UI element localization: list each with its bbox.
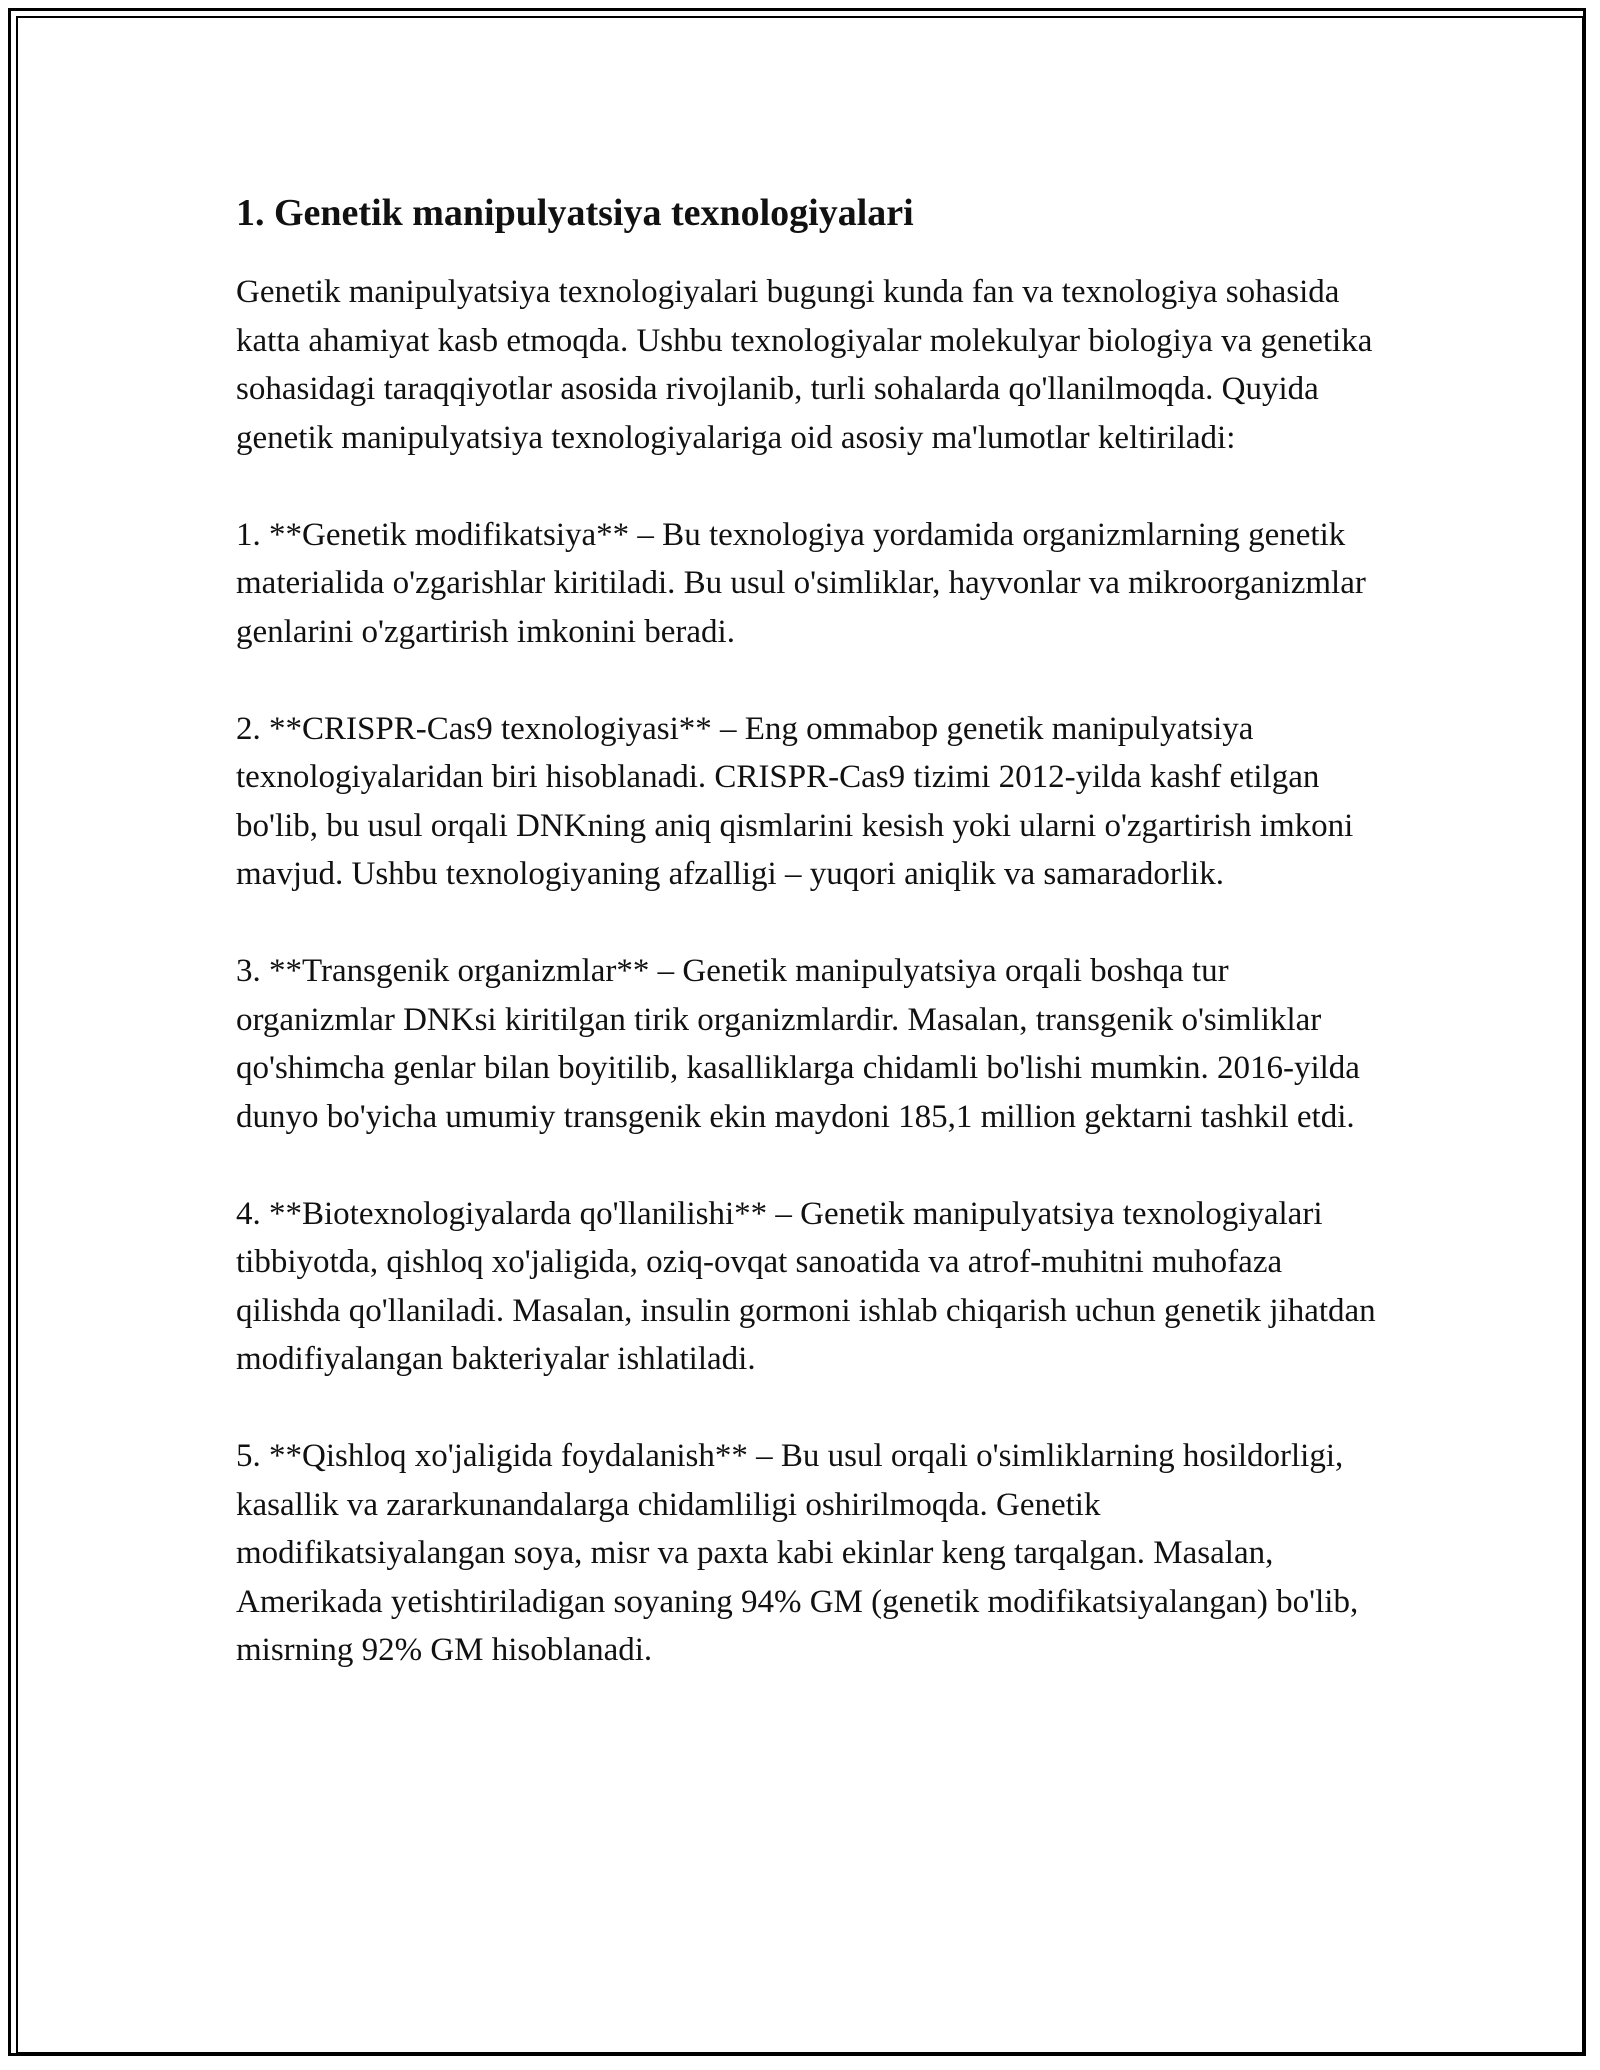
document-body [236,188,1376,1723]
list-item-biotechnology-applications: 4. **Biotexnologiyalarda qo'llanilishi** – Genetik manipulyatsiya texnologiyalari tibbiyotda, qishloq xo'jaligida, oziq-ovqat sanoatida va atrof-muhitni muhofaza qilishda qo'llaniladi. Masalan, insulin gormoni ishlab chiqarish uchun genetik jihatdan modifiyalangan bakteriyalar ishlatiladi. [236,1195,1376,1377]
intro-paragraph: Genetik manipulyatsiya texnologiyalari bugungi kunda fan va texnologiya sohasida katta ahamiyat kasb etmoqda. Ushbu texnologiyalar molekulyar biologiya va genetika sohasidagi taraqqiyotlar asosida rivojlanib, turli sohalarda qo'llanilmoqda. Quyida genetik manipulyatsiya texnologiyalariga oid asosiy ma'lumotlar keltiriladi: [236,274,1373,456]
list-item-agriculture-use: 5. **Qishloq xo'jaligida foydalanish** – Bu usul orqali o'simliklarning hosildorligi, kasallik va zararkunandalarga chidamliligi oshirilmoqda. Genetik modifikatsiyalangan soya, misr va paxta kabi ekinlar keng tarqalgan. Masalan, Amerikada yetishtiriladigan soyaning 94% GM (genetik modifikatsiyalangan) bo'lib, misrning 92% GM hisoblanadi. [236,1438,1359,1668]
list-item-transgenic-organisms: 3. **Transgenik organizmlar** – Genetik manipulyatsiya orqali boshqa tur organizmlar DNKsi kiritilgan tirik organizmlardir. Masalan, transgenik o'simliklar qo'shimcha genlar bilan boyitilib, kasalliklarga chidamli bo'lishi mumkin. 2016-yilda dunyo bo'yicha umumiy transgenik ekin maydoni 185,1 million gektarni tashkil etdi. [236,953,1360,1135]
document-title: 1. Genetik manipulyatsiya texnologiyalari [236,192,914,234]
list-item-crispr-cas9: 2. **CRISPR-Cas9 texnologiyasi** – Eng ommabop genetik manipulyatsiya texnologiyalaridan biri hisoblanadi. CRISPR-Cas9 tizimi 2012-yilda kashf etilgan bo'lib, bu usul orqali DNKning aniq qismlarini kesish yoki ularni o'zgartirish imkoni mavjud. Ushbu texnologiyaning afzalligi – yuqori aniqlik va samaradorlik. [236,710,1354,892]
list-item-genetic-modification: 1. **Genetik modifikatsiya** – Bu texnologiya yordamida organizmlarning genetik materialida o'zgarishlar kiritiladi. Bu usul o'simliklar, hayvonlar va mikroorganizmlar genlarini o'zgartirish imkonini beradi. [236,516,1366,650]
